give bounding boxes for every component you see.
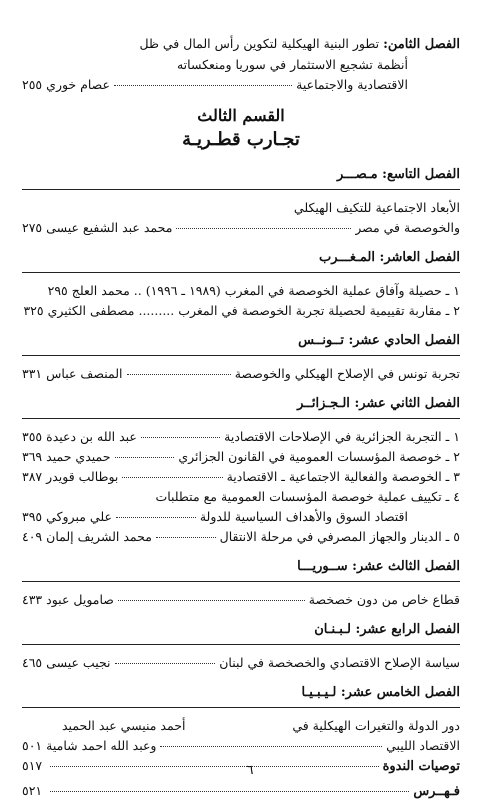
chapter-15-line-1-row xyxy=(22,716,460,736)
chapter-14-title: الفصل الرابع عشر: لـبـنـان xyxy=(314,622,460,637)
dot-leader xyxy=(114,85,292,86)
chapter-10 xyxy=(22,248,460,321)
chapter-11-page: ٣٣١ xyxy=(22,366,43,381)
section-3-heading: القسم الثالث xyxy=(197,106,285,125)
chapter-14-entry xyxy=(22,653,460,673)
chapter-9-line-1: الأبعاد الاجتماعية للتكيف الهيكلي xyxy=(293,200,460,215)
chapter-8 xyxy=(22,34,460,95)
recommendations-title: توصيات الندوة xyxy=(382,759,460,774)
chapter-12-item-5-author: محمد الشريف إلمان xyxy=(46,529,152,544)
chapter-15-title: الفصل الخامس عشر: لـيـبـيـا xyxy=(301,685,460,700)
chapter-10-item-1 xyxy=(22,281,460,301)
chapter-9-title: الفصل التاسع: مـصـــر xyxy=(336,167,460,182)
chapter-12-item-2-author: حميدي حميد xyxy=(46,449,111,464)
chapter-12-item-5-page: ٤٠٩ xyxy=(22,529,43,544)
divider xyxy=(22,581,460,582)
chapter-8-page: ٢٥٥ xyxy=(22,77,43,92)
chapter-13-line-1: قطاع خاص من دون خصخصة xyxy=(308,592,460,607)
chapter-10-item-1-text: ١ ـ حصيلة وآفاق عملية الخوصصة في المغرب (١٩٨٩ ـ ١٩٩٦) .. محمد العلج xyxy=(71,283,460,298)
dot-leader xyxy=(118,600,305,601)
chapter-9-line-2: والخوصصة في مصر xyxy=(355,220,460,235)
chapter-12-item-3-page: ٣٨٧ xyxy=(22,469,43,484)
chapter-13-title: الفصل الثالث عشر: ســوريـــا xyxy=(297,559,460,574)
chapter-13-entry xyxy=(22,590,460,610)
index-page: ٥٢١ xyxy=(22,783,43,798)
chapter-12-item-4-line-1: ٤ ـ تكييف عملية خوصصة المؤسسات العمومية مع متطلبات xyxy=(155,489,460,504)
chapter-15-entry xyxy=(22,736,460,756)
chapter-12-item-1-author: عبد الله بن دعيدة xyxy=(46,429,137,444)
chapter-15-line-2: الاقتصاد الليبي xyxy=(386,738,460,753)
chapter-15 xyxy=(22,683,460,756)
chapter-12-item-5 xyxy=(22,527,460,547)
chapter-12 xyxy=(22,394,460,547)
chapter-10-item-1-page: ٢٩٥ xyxy=(47,283,68,298)
toc-column xyxy=(22,34,460,802)
chapter-15-author-1: أحمد منيسي عبد الحميد xyxy=(62,718,186,733)
dot-leader xyxy=(115,663,216,664)
chapter-14-line-1: سياسة الإصلاح الاقتصادي والخصخصة في لبنان xyxy=(219,655,460,670)
dot-leader xyxy=(176,228,351,229)
chapter-11-author: المنصف عباس xyxy=(46,366,123,381)
chapter-14-author: نجيب عيسى xyxy=(46,655,111,670)
chapter-10-title: الفصل العاشر: المـغـــرب xyxy=(319,250,460,265)
divider xyxy=(22,644,460,645)
divider xyxy=(22,272,460,273)
divider xyxy=(22,189,460,190)
chapter-12-item-3-text: ٣ ـ الخوصصة والفعالية الاجتماعية ـ الاقتصادية xyxy=(226,469,460,484)
chapter-11-title: الفصل الحادي عشر: تــونــس xyxy=(298,333,460,348)
section-3-subtitle: تجـارب قطـريـة xyxy=(182,129,300,150)
dot-leader xyxy=(160,746,382,747)
chapter-12-item-4-page: ٣٩٥ xyxy=(22,509,43,524)
chapter-8-line-1: تطور البنية الهيكلية لتكوين رأس المال في ظل xyxy=(139,36,380,51)
chapter-12-item-4 xyxy=(22,507,460,527)
chapter-12-item-1-text: ١ ـ التجربة الجزائرية في الإصلاحات الاقتصادية xyxy=(224,429,460,444)
chapter-9-page: ٢٧٥ xyxy=(22,220,43,235)
dot-leader xyxy=(141,437,220,438)
divider xyxy=(22,355,460,356)
chapter-10-item-2 xyxy=(22,301,460,321)
divider xyxy=(22,418,460,419)
chapter-14 xyxy=(22,620,460,673)
chapter-13 xyxy=(22,557,460,610)
chapter-10-item-2-page: ٣٢٥ xyxy=(23,303,44,318)
chapter-11-entry xyxy=(22,364,460,384)
chapter-9-author: محمد عبد الشفيع عيسى xyxy=(46,220,173,235)
chapter-13-author: صامويل عبود xyxy=(46,592,114,607)
section-3 xyxy=(22,105,460,153)
dot-leader xyxy=(156,537,216,538)
chapter-8-title: الفصل الثامن: xyxy=(383,37,460,52)
dot-leader xyxy=(116,517,196,518)
page-number: ٦ xyxy=(246,763,254,778)
chapter-12-item-2-text: ٢ ـ خوصصة المؤسسات العمومية في القانون الجزائري xyxy=(178,449,460,464)
index-title: فـهــرس xyxy=(413,784,460,799)
chapter-12-item-5-text: ٥ ـ الدينار والجهاز المصرفي في مرحلة الانتقال xyxy=(219,529,460,544)
chapter-12-item-4-line-2: اقتصاد السوق والأهداف السياسية للدولة xyxy=(199,509,408,524)
chapter-12-item-2-page: ٣٦٩ xyxy=(22,449,43,464)
chapter-8-author: عصام خوري xyxy=(46,77,110,92)
chapter-10-item-2-text: ٢ ـ مقاربة تقييمية لحصيلة تجربة الخوصصة في المغرب ......... مصطفى الكثيري xyxy=(47,303,460,318)
chapter-12-item-4-author: علي مبروكي xyxy=(46,509,112,524)
divider xyxy=(22,707,460,708)
chapter-12-title: الفصل الثاني عشر: الـجـزائــر xyxy=(297,396,460,411)
dot-leader xyxy=(115,457,175,458)
chapter-15-page: ٥٠١ xyxy=(22,738,43,753)
chapter-8-line-2: أنظمة تشجيع الاستثمار في سوريا ومنعكساته xyxy=(176,57,408,72)
chapter-13-page: ٤٣٣ xyxy=(22,592,43,607)
dot-leader xyxy=(122,477,222,478)
chapter-15-line-1: دور الدولة والتغيرات الهيكلية في xyxy=(292,718,460,733)
chapter-8-line-3: الاقتصادية والاجتماعية xyxy=(296,77,408,92)
chapter-12-item-1 xyxy=(22,427,460,447)
chapter-11-line-1: تجربة تونس في الإصلاح الهيكلي والخوصصة xyxy=(234,366,460,381)
chapter-14-page: ٤٦٥ xyxy=(22,655,43,670)
chapter-12-item-3-author: بوطالب قويدر xyxy=(46,469,119,484)
chapter-12-item-1-page: ٣٥٥ xyxy=(22,429,43,444)
chapter-15-author-2: وعبد الله احمد شامية xyxy=(46,738,157,753)
chapter-8-entry xyxy=(22,75,460,95)
recommendations-page: ٥١٧ xyxy=(22,758,43,773)
chapter-9-entry xyxy=(22,218,460,238)
chapter-9 xyxy=(22,165,460,238)
chapter-12-item-3 xyxy=(22,467,460,487)
chapter-11 xyxy=(22,331,460,384)
chapter-12-item-2 xyxy=(22,447,460,467)
dot-leader xyxy=(127,374,231,375)
